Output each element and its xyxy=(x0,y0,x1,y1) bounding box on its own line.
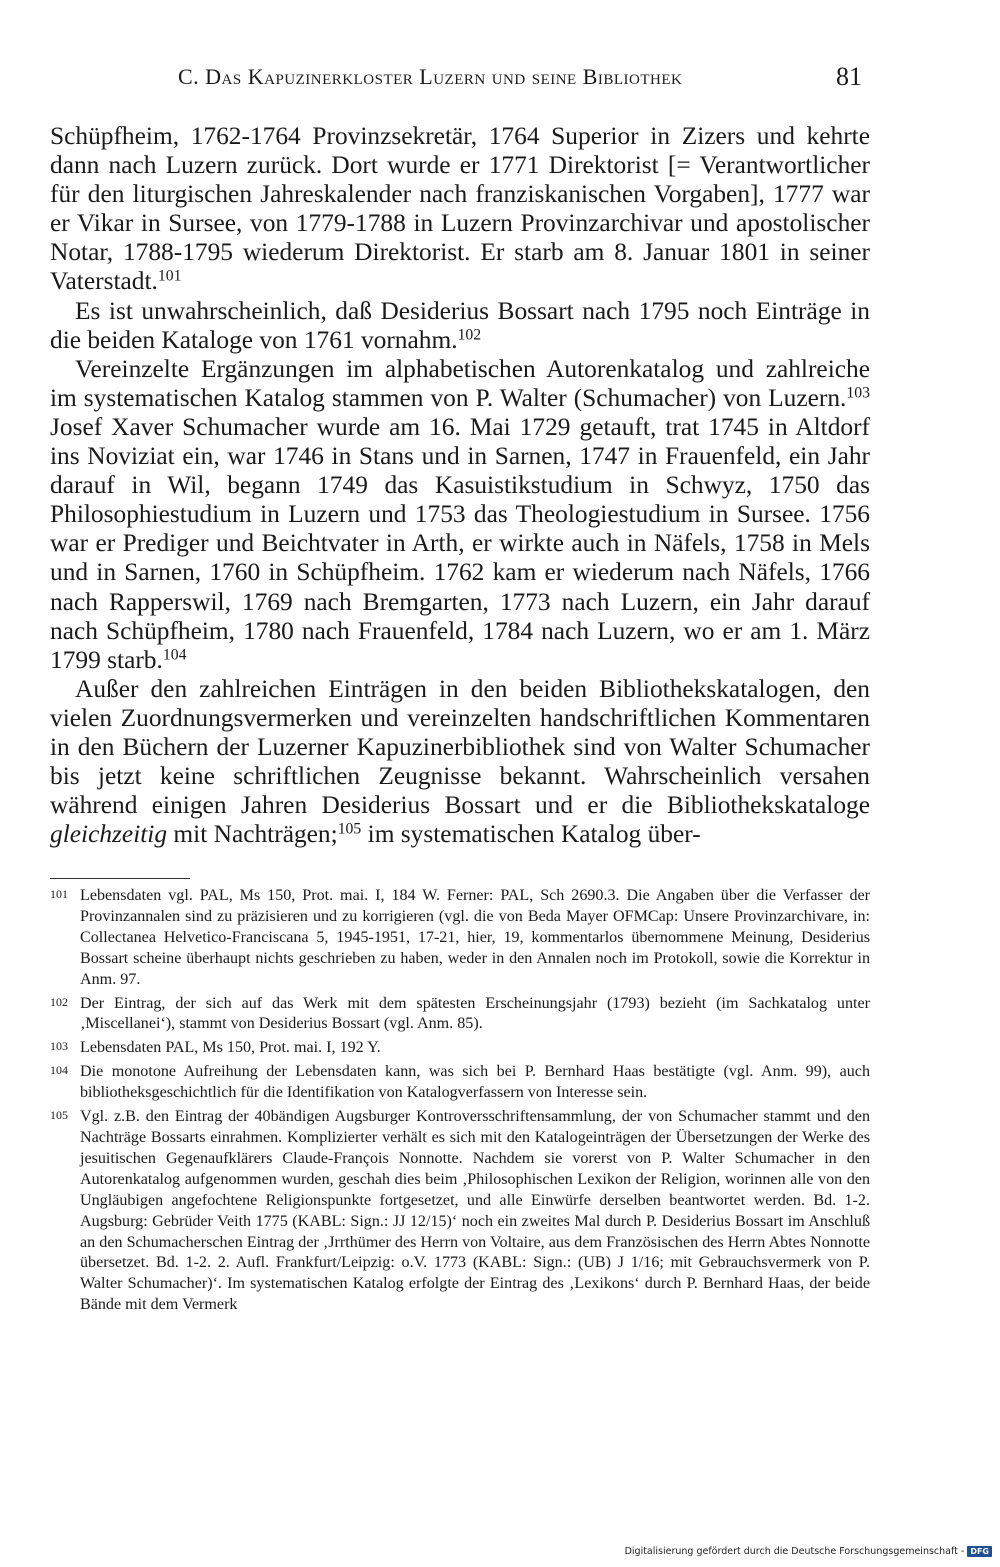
paragraph-1-text: Schüpfheim, 1762-1764 Provinzsekretär, 1764 Superior in Zizers und kehrte dann nach Luzern zurück. Dort wurde er 1771 Direktorist [= Verantwortlicher für den liturgischen Jahreskalender nach franziskanischen Vorgaben], 1777 war er Vikar in Sursee, von 1779-1788 in Luzern Provinzarchivar und apostolischer Notar, 1788-1795 wiederum Direktorist. Er starb am 8. Januar 1801 in seiner Vaterstadt. xyxy=(50,122,870,296)
footnote-number: 102 xyxy=(50,994,68,1009)
paragraph-3 xyxy=(50,355,870,675)
credit-text: Digitalisierung gefördert durch die Deutsche Forschungsgemeinschaft - xyxy=(624,1546,965,1557)
paragraph-3-text-a: Vereinzelte Ergänzungen im alphabetischen Autorenkatalog und zahlreiche im systematischen Katalog stammen von P. Walter (Schumacher) von Luzern. xyxy=(50,354,870,412)
footnote-ref-102: 102 xyxy=(457,326,482,343)
footnote-separator xyxy=(50,878,190,879)
footnote-text: Der Eintrag, der sich auf das Werk mit dem spätesten Erscheinungsjahr (1793) bezieht (im Sachkatalog unter ‚Miscellanei‘), stammt von Desiderius Bossart (vgl. Anm. 85). xyxy=(80,994,870,1033)
footnote-text: Vgl. z.B. den Eintrag der 40bändigen Augsburger Kontroversschriftensammlung, der von Schumacher stammt und den Nachträge Bossarts einrahmen. Komplizierter verhält es sich mit den Katalogeinträgen der Übersetzungen der Werke des jesuitischen Gegenaufklärers Claude-François Nonnotte. Nachdem sie vorerst von P. Walter Schumacher in den Autorenkatalog aufgenommen wurden, geschah dies beim ‚Philosophischen Lexikon der Religion, worinnen alle von den Ungläubigen angefochtene Religionspunkte fortgesetzet, und alle Einwürfe derselben beantwortet werden. Bd. 1-2. Augsburg: Gebrüder Veith 1775 (KABL: Sign.: JJ 12/15)‘ noch ein zweites Mal durch P. Desiderius Bossart im Anschluß an den Schumacherschen Eintrag der ‚Jrrthümer des Herrn von Voltaire, aus dem Französischen des Herrn Abtes Nonnotte übersetzet. Bd. 1-2. 2. Aufl. Frankfurt/Leipzig: o.V. 1773 (KABL: Sign.: (UB) J 1/16; mit Gebrauchsvermerk von P. Walter Schumacher)‘. Im systematischen Katalog erfolgte der Eintrag des ‚Lexikons‘ durch P. Bernhard Haas, der beide Bände mit dem Vermerk xyxy=(80,1108,870,1314)
footnote-number: 103 xyxy=(50,1039,68,1054)
paragraph-1 xyxy=(50,122,870,297)
footnote-number: 105 xyxy=(50,1108,68,1123)
footnotes xyxy=(50,886,870,1319)
footnote-text: Die monotone Aufreihung der Lebensdaten kann, was sich bei P. Bernhard Haas bestätigte (vgl. Anm. 99), auch bibliotheksgeschichtlich für die Identifikation von Katalogverfassern von Interesse sein. xyxy=(80,1063,870,1102)
paragraph-4 xyxy=(50,675,870,850)
footnote-number: 104 xyxy=(50,1063,68,1078)
paragraph-4-text-a: Außer den zahlreichen Einträgen in den beiden Bibliothekskatalogen, den vielen Zuordnungsvermerken und vereinzelten handschriftlichen Kommentaren in den Büchern der Luzerner Kapuzinerbibliothek sind von Walter Schumacher bis jetzt keine schriftlichen Zeugnisse bekannt. Wahrscheinlich versahen während einigen Jahren Desiderius Bossart und er die Bibliothekskataloge xyxy=(50,674,870,820)
footnote-ref-103: 103 xyxy=(846,384,870,402)
dfg-logo: DFG xyxy=(967,1546,992,1557)
page-number: 81 xyxy=(836,62,862,91)
paragraph-4-emphasis: gleichzeitig xyxy=(50,820,168,849)
footnote-text: Lebensdaten PAL, Ms 150, Prot. mai. I, 192 Y. xyxy=(80,1039,381,1057)
paragraph-2 xyxy=(50,297,870,355)
footnote-102 xyxy=(50,994,870,1036)
footnote-ref-101: 101 xyxy=(157,267,182,285)
paragraph-2-text: Es ist unwahrscheinlich, daß Desiderius Bossart nach 1795 noch Einträge in die beiden Kataloge von 1761 vornahm. xyxy=(50,296,870,354)
running-header xyxy=(50,62,870,96)
footnote-103 xyxy=(50,1038,870,1059)
footnote-number: 101 xyxy=(50,887,68,901)
main-text xyxy=(50,122,870,849)
footnote-101 xyxy=(50,886,870,991)
header-title: C. Das Kapuzinerkloster Luzern und seine Bibliothek xyxy=(178,64,683,89)
footnote-ref-105: 105 xyxy=(337,820,362,838)
footnote-text: Lebensdaten vgl. PAL, Ms 150, Prot. mai. I, 184 W. Ferner: PAL, Sch 2690.3. Die Angaben über die Verfasser der Provinzannalen sind zu präzisieren und zu korrigieren (vgl. die von Beda Mayer OFMCap: Unsere Provinzarchivare, in: Collectanea Helvetico-Franciscana 5, 1945-1951, 17-21, hier, 19, kommentarlos übernommene Meinung, Desiderius Bossart scheine überhaupt nichts geschrieben zu haben, weder in den Annalen noch im Protokoll, sowie die Korrektur in Anm. 97. xyxy=(80,887,870,988)
footnote-104 xyxy=(50,1062,870,1104)
paragraph-4-text-b: mit Nachträgen; xyxy=(167,820,338,849)
paragraph-4-text-c: im systematischen Katalog über- xyxy=(361,820,701,849)
footnote-105 xyxy=(50,1107,870,1316)
paragraph-3-text-b: Josef Xaver Schumacher wurde am 16. Mai 1729 getauft, trat 1745 in Altdorf ins Noviziat ein, war 1746 in Stans und in Sarnen, 1747 in Frauenfeld, ein Jahr darauf in Wil, begann 1749 das Kasuistikstudium in Schwyz, 1750 das Philosophiestudium in Luzern und 1753 das Theologiestudium in Sursee. 1756 war er Prediger und Beichtvater in Arth, er wirkte auch in Näfels, 1758 in Mels und in Sarnen, 1760 in Schüpfheim. 1762 kam er wiederum nach Näfels, 1766 nach Rapperswil, 1769 nach Bremgarten, 1773 nach Luzern, ein Jahr darauf nach Schüpfheim, 1780 nach Frauenfeld, 1784 nach Luzern, wo er am 1. März 1799 starb. xyxy=(50,412,870,674)
digitization-credit xyxy=(625,1546,992,1557)
footnote-ref-104: 104 xyxy=(162,646,187,664)
